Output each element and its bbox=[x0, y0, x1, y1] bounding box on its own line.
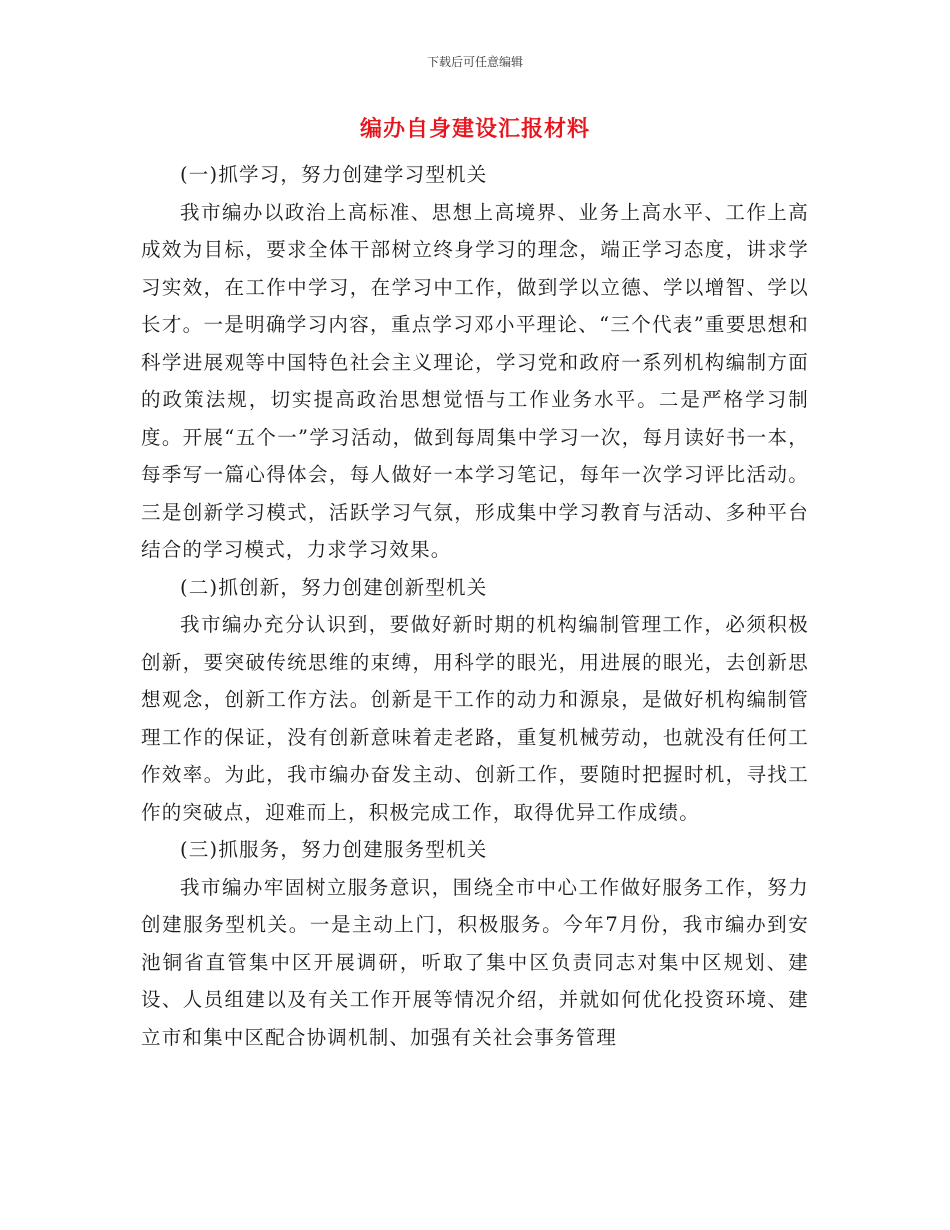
section-paragraph-1: 我市编办以政治上高标准、思想上高境界、业务上高水平、工作上高成效为目标，要求全体干部树立终身学习的理念，端正学习态度，讲求学习实效，在工作中学习，在学习中工作，做到学以立德、学以增智、学以长才。一是明确学习内容，重点学习邓小平理论、“三个代表”重要思想和科学进展观等中国特色社会主义理论，学习党和政府一系列机构编制方面的政策法规，切实提高政治思想觉悟与工作业务水平。二是严格学习制度。开展“五个一”学习活动，做到每周集中学习一次，每月读好书一本，每季写一篇心得体会，每人做好一本学习笔记，每年一次学习评比活动。三是创新学习模式，活跃学习气氛，形成集中学习教育与活动、多种平台结合的学习模式，力求学习效果。 bbox=[141, 200, 809, 561]
section-paragraph-2: 我市编办充分认识到，要做好新时期的机构编制管理工作，必须积极创新，要突破传统思维的束缚，用科学的眼光，用进展的眼光，去创新思想观念，创新工作方法。创新是干工作的动力和源泉，是做好机构编制管理工作的保证，没有创新意味着走老路，重复机械劳动，也就没有任何工作效率。为此，我市编办奋发主动、创新工作，要随时把握时机，寻找工作的突破点，迎难而上，积极完成工作，取得优异工作成绩。 bbox=[141, 613, 809, 824]
section-heading-1: (一)抓学习，努力创建学习型机关 bbox=[180, 163, 488, 186]
section-paragraph-3: 我市编办牢固树立服务意识，围绕全市中心工作做好服务工作，努力创建服务型机关。一是主动上门，积极服务。今年7月份，我市编办到安池铜省直管集中区开展调研，听取了集中区负责同志对集中区规划、建设、人员组建以及有关工作开展等情况介绍，并就如何优化投资环境、建立市和集中区配合协调机制、加强有关社会事务管理 bbox=[141, 875, 809, 1049]
document-body bbox=[141, 156, 809, 1056]
header-note: 下载后可任意编辑 bbox=[426, 55, 523, 69]
document-title: 编办自身建设汇报材料 bbox=[359, 117, 590, 142]
section-heading-3: (三)抓服务，努力创建服务型机关 bbox=[180, 838, 488, 861]
section-heading-2: (二)抓创新，努力创建创新型机关 bbox=[180, 575, 488, 599]
